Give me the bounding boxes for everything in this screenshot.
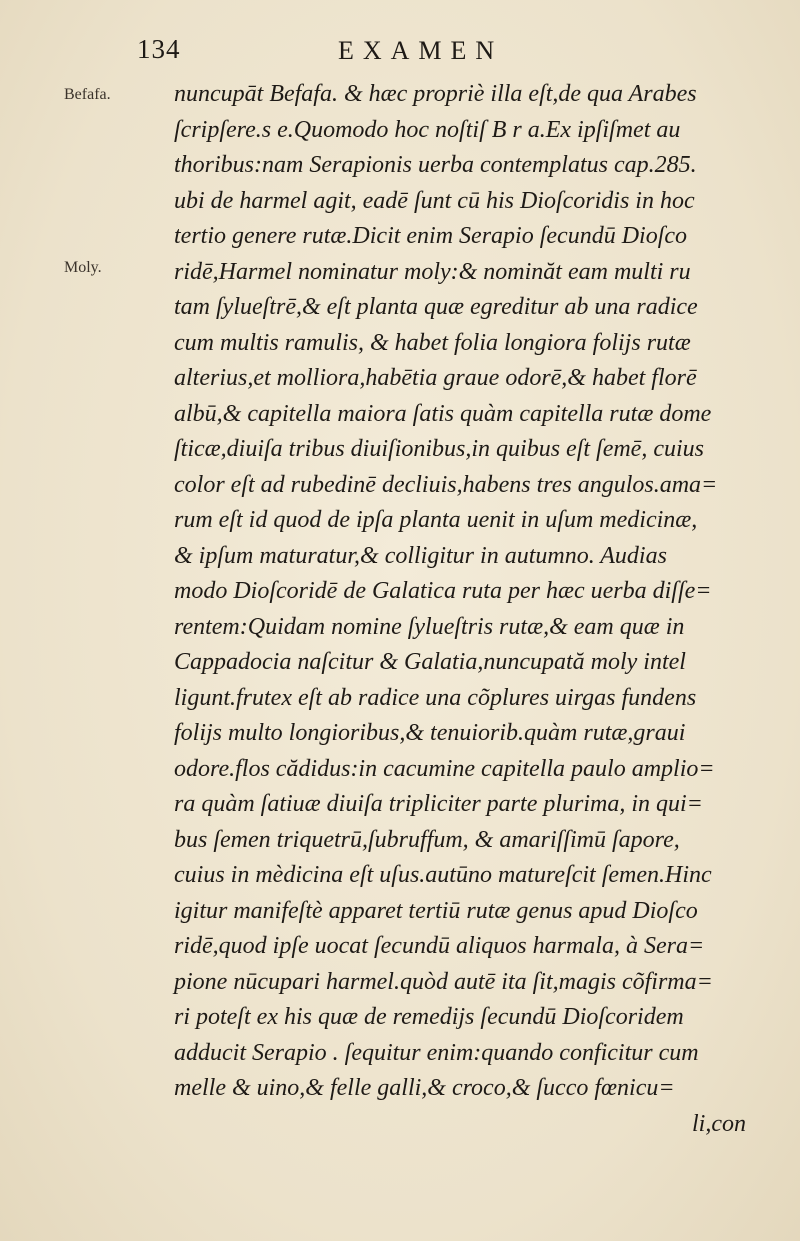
text-line: tam ſylueſtrē,& eſt planta quæ egreditur ab una radice	[174, 294, 698, 320]
text-line: ridē,Harmel nominatur moly:& nominăt eam multi ru	[174, 258, 691, 285]
text-line: albū,& capitella maiora ſatis quàm capitella rutæ dome	[174, 400, 712, 427]
text-line: ſticæ,diuiſa tribus diuiſionibus,in quibus eſt ſemē, cuius	[174, 436, 704, 462]
text-line: thoribus:nam Serapionis uerba contemplatus cap.285.	[174, 152, 697, 178]
text-line: pione nūcupari harmel.quòd autē ita ſit,magis cõfirma=	[174, 968, 713, 995]
text-line: melle & uino,& felle galli,& croco,& ſucco fœnicu=	[174, 1075, 675, 1101]
text-line: rum eſt id quod de ipſa planta uenit in uſum medicinæ,	[174, 507, 698, 533]
text-line: li,con	[692, 1110, 746, 1137]
text-line: folijs multo longioribus,& tenuiorib.quàm rutæ,graui	[174, 720, 686, 746]
text-line: & ipſum maturatur,& colligitur in autumno. Audias	[174, 542, 667, 569]
text-line: cuius in mèdicina eſt uſus.autūno matureſcit ſemen.Hinc	[174, 862, 712, 888]
text-line: cum multis ramulis, & habet folia longiora folijs rutæ	[174, 329, 691, 356]
text-line: Cappadocia naſcitur & Galatia,nuncupată moly intel	[174, 649, 686, 675]
text-line: ra quàm ſatiuæ diuiſa tripliciter parte plurima, in qui=	[174, 791, 703, 817]
running-head: EXAMEN	[338, 36, 504, 65]
page-number: 134	[137, 34, 181, 64]
text-line: ligunt.frutex eſt ab radice una cõplures uirgas fundens	[174, 684, 697, 711]
text-line: ridē,quod ipſe uocat ſecundū aliquos harmala, à Sera=	[174, 933, 705, 959]
text-line: nuncupāt Befafa. & hæc propriè illa eſt,de qua Arabes	[174, 81, 697, 107]
text-line: modo Dioſcoridē de Galatica ruta per hæc uerba diſſe=	[174, 578, 712, 604]
text-line: bus ſemen triquetrū,ſubruffum, & amariſſimū ſapore,	[174, 826, 680, 853]
margin-note-moly: Moly.	[64, 259, 102, 276]
body-text	[174, 77, 774, 1142]
text-line: ubi de harmel agit, eadē ſunt cū his Dioſcoridis in hoc	[174, 187, 695, 214]
text-line: adducit Serapio . ſequitur enim:quando conficitur cum	[174, 1039, 699, 1066]
margin-note-befafa: Befafa.	[64, 86, 111, 103]
text-line: alterius,et molliora,habētia graue odorē,& habet florē	[174, 365, 697, 391]
text-line: ſcripſere.s e.Quomodo hoc noſtiſ B r a.Ex ipſiſmet au	[174, 116, 681, 143]
text-line: tertio genere rutæ.Dicit enim Serapio ſecundū Dioſco	[174, 223, 688, 249]
text-line: ri poteſt ex his quæ de remedijs ſecundū Dioſcoridem	[174, 1004, 684, 1030]
text-line: color eſt ad rubedinē decliuis,habens tres angulos.ama=	[174, 471, 718, 498]
page-header	[0, 34, 800, 74]
text-line: odore.flos cădidus:in cacumine capitella paulo amplio=	[174, 755, 715, 782]
text-line: rentem:Quidam nomine ſylueſtris rutæ,& eam quæ in	[174, 613, 685, 640]
text-line: igitur manifeſtè apparet tertiū rutæ genus apud Dioſco	[174, 897, 698, 924]
